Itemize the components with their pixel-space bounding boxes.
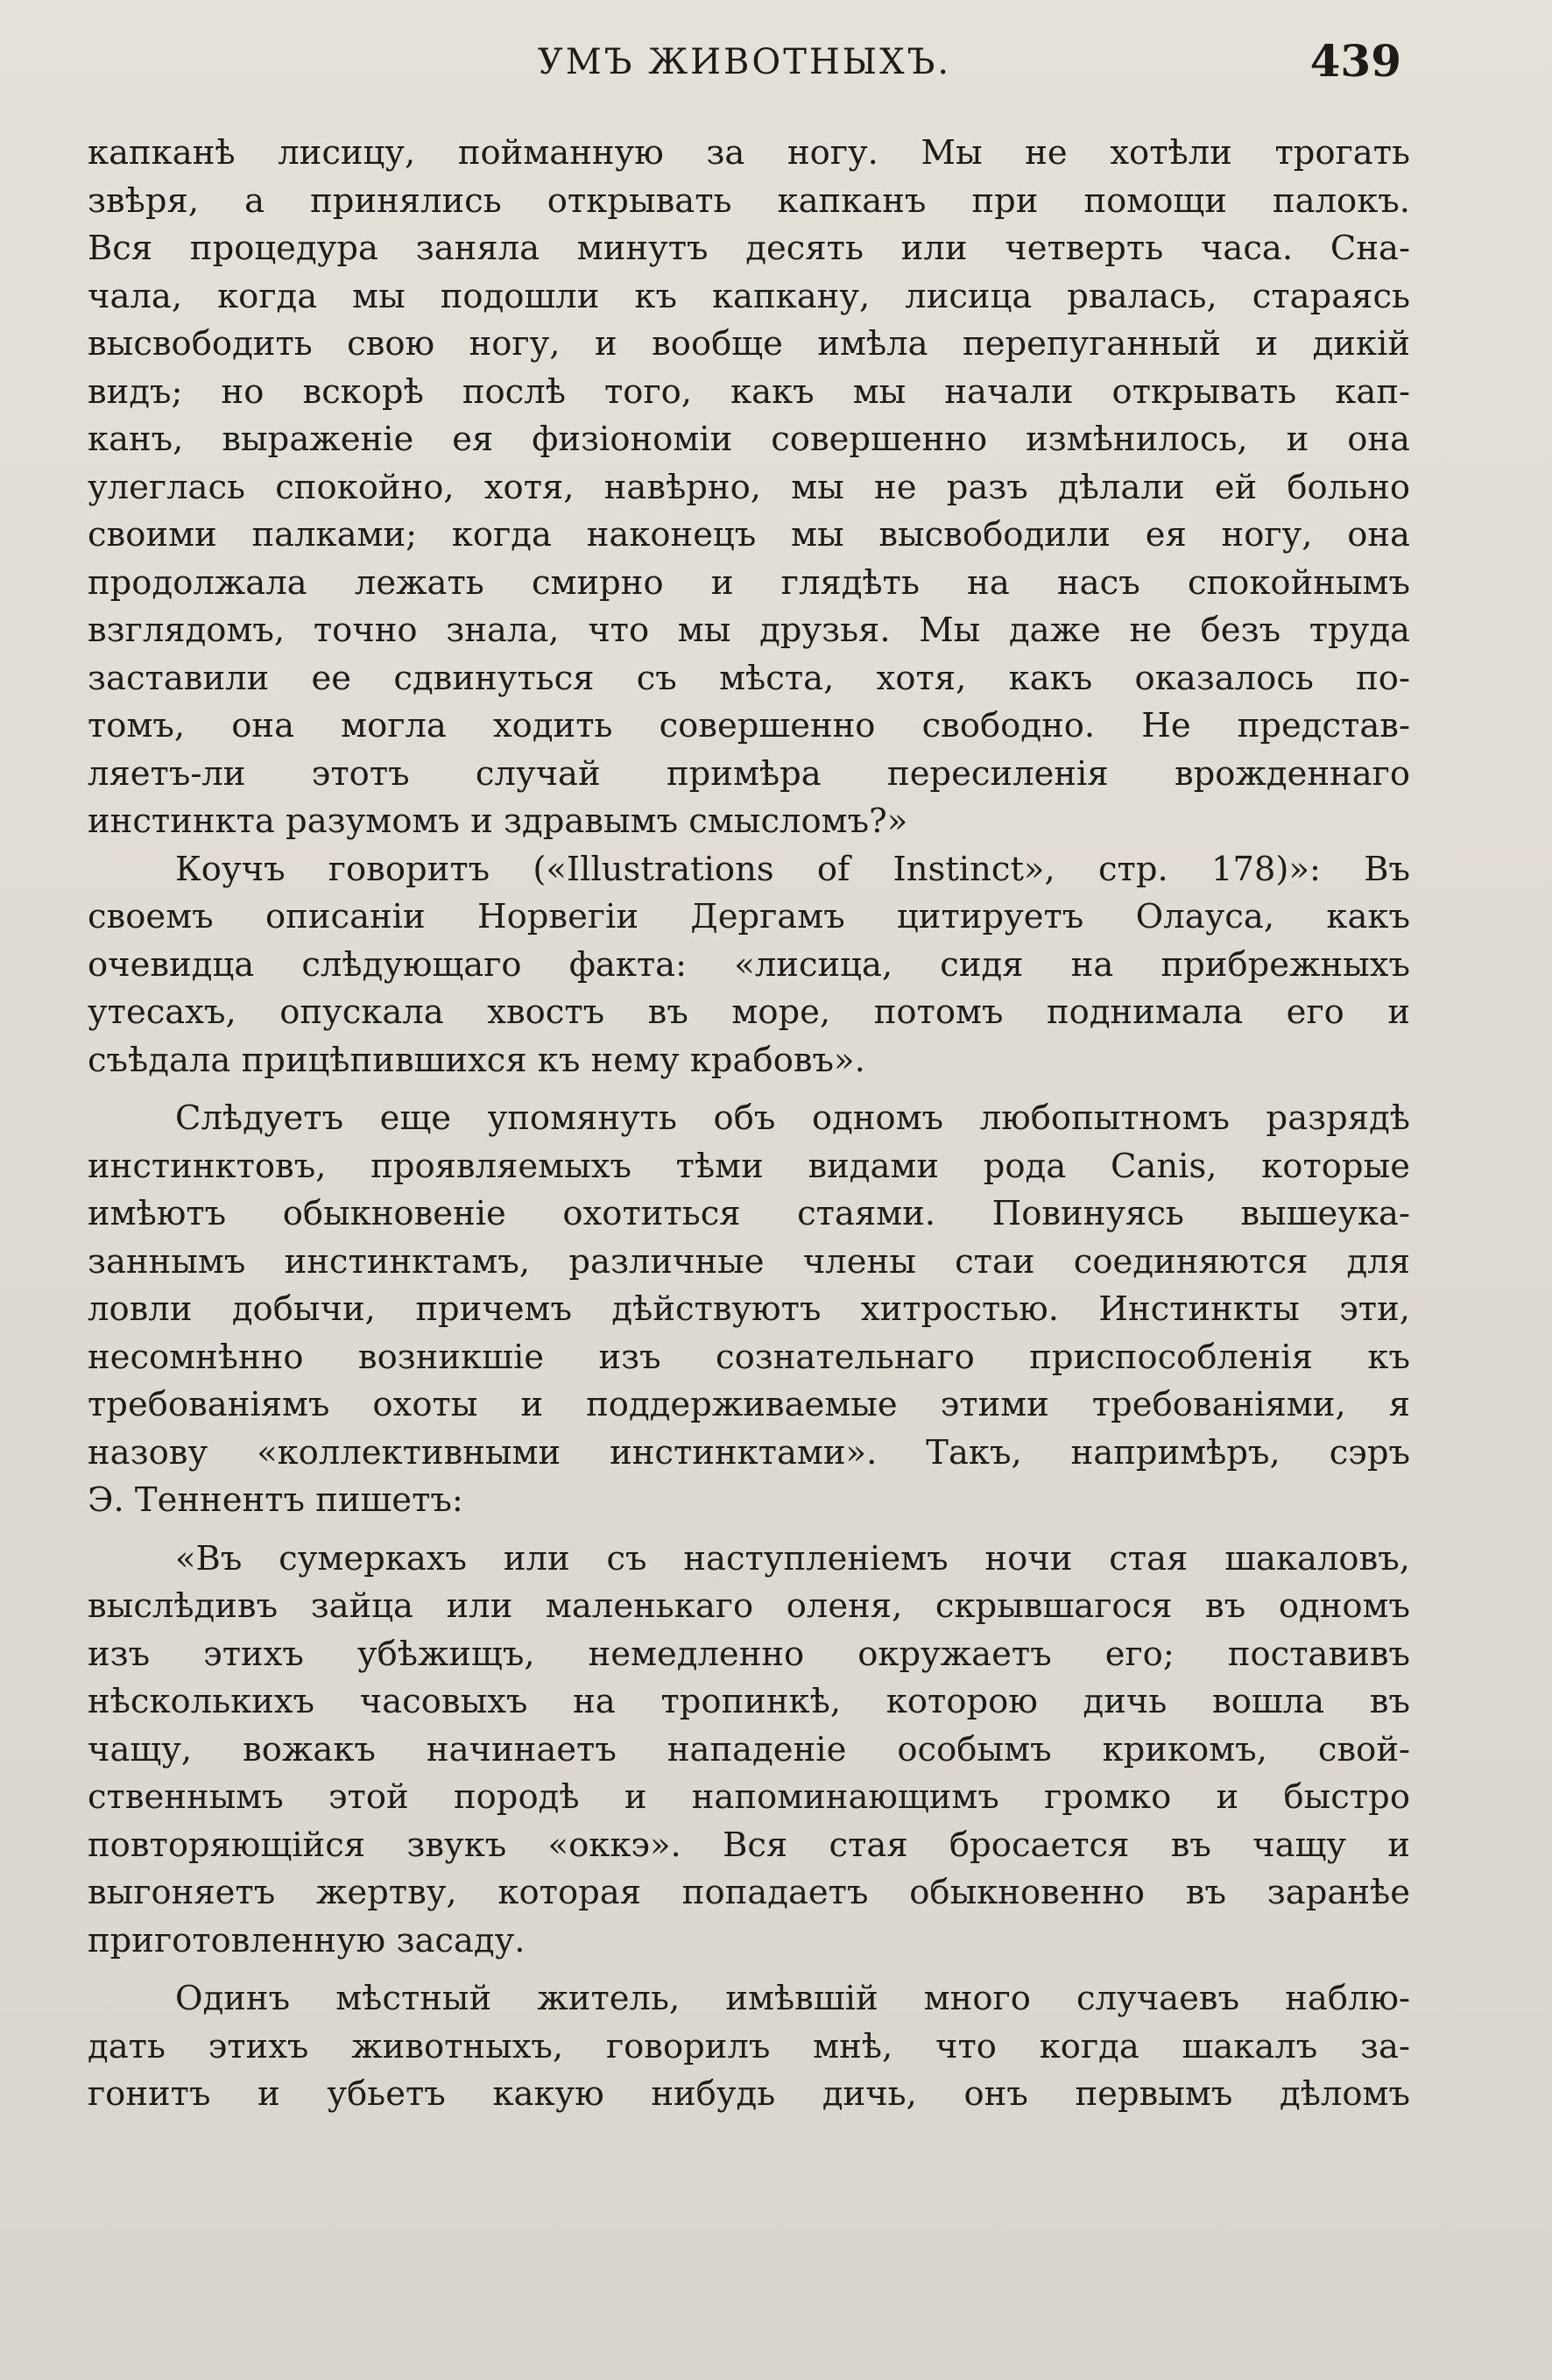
text-line: Одинъ мѣстный житель, имѣвшій много случаевъ наблю- bbox=[175, 1979, 1410, 2018]
running-head: УМЪ ЖИВОТНЫХЪ. bbox=[537, 42, 952, 82]
text-line: нѣсколькихъ часовыхъ на тропинкѣ, которою дичь вошла въ bbox=[88, 1682, 1410, 1721]
paragraph-spacer bbox=[88, 1525, 1410, 1536]
page-header bbox=[88, 35, 1401, 88]
text-line: своемъ описаніи Норвегіи Дергамъ цитируетъ Олауса, какъ bbox=[88, 897, 1410, 936]
text-line: продолжала лежать смирно и глядѣть на насъ спокойнымъ bbox=[88, 562, 1410, 603]
text-line: видъ; но вскорѣ послѣ того, какъ мы начали открывать кап- bbox=[88, 371, 1410, 412]
text-line: высвободить свою ногу, и вообще имѣла перепуганный и дикій bbox=[88, 324, 1410, 364]
paragraph-tennent-quote bbox=[88, 1536, 1410, 1966]
page-number: 439 bbox=[1309, 35, 1401, 87]
text-line: инстинкта разумомъ и здравымъ смысломъ?» bbox=[88, 802, 908, 841]
text-line: улеглась спокойно, хотя, навѣрно, мы не разъ дѣлали ей больно bbox=[88, 467, 1410, 507]
text-line: Слѣдуетъ еще упомянуть объ одномъ любопытномъ разрядѣ bbox=[175, 1098, 1410, 1138]
text-line: томъ, она могла ходить совершенно свободно. Не представ- bbox=[88, 706, 1410, 745]
paragraph-local-resident bbox=[88, 1975, 1410, 2119]
paragraph-fox-trap bbox=[88, 130, 1410, 846]
text-line: съѣдала прицѣпившихся къ нему крабовъ». bbox=[88, 1040, 865, 1080]
text-line: несомнѣнно возникшіе изъ сознательнаго приспособленія къ bbox=[88, 1337, 1410, 1377]
text-line: дать этихъ животныхъ, говорилъ мнѣ, что когда шакалъ за- bbox=[88, 2026, 1410, 2066]
text-line: гонитъ и убьетъ какую нибудь дичь, онъ первымъ дѣломъ bbox=[88, 2074, 1410, 2114]
text-line: чала, когда мы подошли къ капкану, лисица рвалась, стараясь bbox=[88, 276, 1410, 316]
text-line: своими палками; когда наконецъ мы высвободили ея ногу, она bbox=[88, 515, 1410, 554]
text-line: имѣютъ обыкновеніе охотиться стаями. Повинуясь вышеука- bbox=[88, 1194, 1410, 1233]
text-line: канъ, выраженіе ея физіономіи совершенно измѣнилось, и она bbox=[88, 420, 1410, 459]
text-line: повторяющійся звукъ «оккэ». Вся стая бросается въ чащу и bbox=[88, 1825, 1410, 1865]
text-line: инстинктовъ, проявляемыхъ тѣми видами рода Canis, которые bbox=[88, 1146, 1410, 1186]
text-line: утесахъ, опускала хвостъ въ море, потомъ поднимала его и bbox=[88, 992, 1410, 1032]
text-line: заннымъ инстинктамъ, различные члены стаи соединяются для bbox=[88, 1241, 1410, 1282]
text-line: ственнымъ этой породѣ и напоминающимъ громко и быстро bbox=[88, 1777, 1410, 1817]
text-line: изъ этихъ убѣжищъ, немедленно окружаетъ его; поставивъ bbox=[88, 1634, 1410, 1674]
paragraph-collective-instincts bbox=[88, 1095, 1410, 1525]
paragraph-couch-quote bbox=[88, 846, 1410, 1085]
text-line: выгоняетъ жертву, которая попадаетъ обыкновенно въ заранѣе bbox=[88, 1873, 1410, 1912]
text-line: Коучъ говоритъ («Illustrations of Instinct», стр. 178)»: Въ bbox=[175, 849, 1410, 889]
text-line: назову «коллективными инстинктами». Такъ, напримѣръ, сэръ bbox=[88, 1432, 1410, 1472]
text-line: ловли добычи, причемъ дѣйствуютъ хитростью. Инстинкты эти, bbox=[88, 1289, 1410, 1329]
text-line: «Въ сумеркахъ или съ наступленіемъ ночи стая шакаловъ, bbox=[175, 1538, 1410, 1578]
text-line: очевидца слѣдующаго факта: «лисица, сидя на прибрежныхъ bbox=[88, 944, 1410, 985]
text-line: заставили ее сдвинуться съ мѣста, хотя, какъ оказалось по- bbox=[88, 658, 1410, 698]
text-line: ляетъ-ли этотъ случай примѣра пересиленія врожденнаго bbox=[88, 753, 1410, 794]
paragraph-spacer bbox=[88, 1084, 1410, 1095]
text-line: капканѣ лисицу, пойманную за ногу. Мы не хотѣли трогать bbox=[88, 133, 1410, 173]
text-line: выслѣдивъ зайца или маленькаго оленя, скрывшагося въ одномъ bbox=[88, 1586, 1410, 1626]
text-line: взглядомъ, точно знала, что мы друзья. Мы даже не безъ труда bbox=[88, 611, 1410, 650]
text-line: звѣря, а принялись открывать капканъ при помощи палокъ. bbox=[88, 180, 1410, 221]
text-line: приготовленную засаду. bbox=[88, 1920, 526, 1960]
paragraph-spacer bbox=[88, 1965, 1410, 1975]
text-line: Вся процедура заняла минутъ десять или четверть часа. Сна- bbox=[88, 229, 1410, 268]
body-text bbox=[88, 130, 1410, 2119]
text-line: Э. Теннентъ пишетъ: bbox=[88, 1480, 463, 1520]
text-line: чащу, вожакъ начинаетъ нападеніе особымъ крикомъ, свой- bbox=[88, 1729, 1410, 1769]
text-line: требованіямъ охоты и поддерживаемые этими требованіями, я bbox=[88, 1385, 1410, 1424]
